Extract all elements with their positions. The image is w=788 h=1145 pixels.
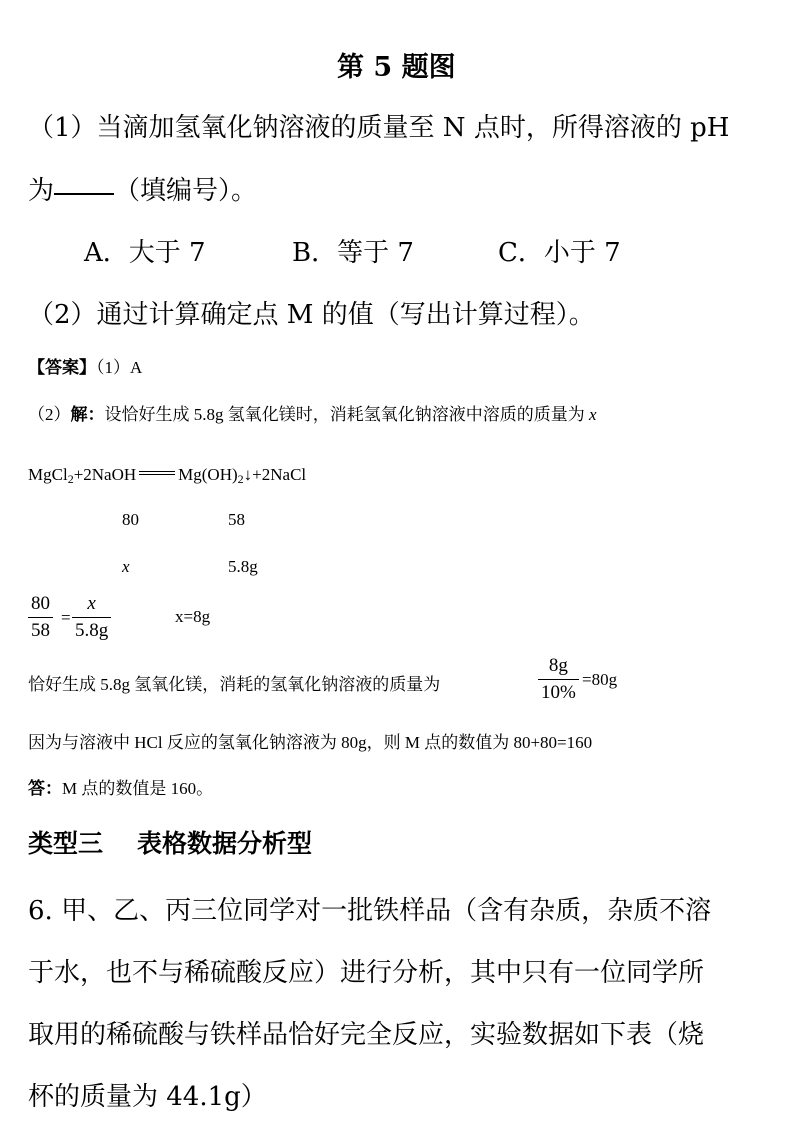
fraction-right-num: x (87, 593, 96, 614)
eq-left-sub: 2 (67, 472, 74, 486)
answer-line-2 (28, 400, 597, 425)
mass-line: 恰好生成 5.8g 氢氧化镁，消耗的氢氧化钠溶液的质量为 (28, 675, 441, 694)
variable-x: x (589, 405, 597, 424)
option-a: A．大于 7 (84, 238, 206, 268)
answer-blank (54, 193, 114, 195)
double-equals-sign (139, 469, 175, 475)
q1-line2-prefix: 为 (28, 176, 55, 206)
eq-right-rest: ↓+2NaCl (243, 465, 307, 484)
fraction-bar (28, 617, 53, 618)
mass-fraction (538, 656, 579, 703)
question-1: （1）当滴加氢氧化钠溶液的质量至 N 点时，所得溶液的 pH (28, 113, 730, 143)
fraction-bar (538, 679, 579, 680)
section-type: 类型三 (28, 829, 104, 858)
answer-part2-text: 设恰好生成 5.8g 氢氧化镁时，消耗氢氧化钠溶液中溶质的质量为 (104, 405, 585, 424)
fraction-left (28, 594, 53, 641)
q6-line-1: 6. 甲、乙、丙三位同学对一批铁样品（含有杂质，杂质不溶 (28, 896, 712, 926)
option-c: C．小于 7 (498, 238, 621, 268)
chemical-equation (28, 465, 306, 487)
x-result: x=8g (175, 607, 211, 626)
answer-line-1 (28, 353, 142, 378)
ratio-row-1-left: 80 (122, 510, 139, 529)
eq-left-rest: +2NaOH (73, 465, 137, 484)
section-heading (28, 824, 312, 860)
ratio-row-2-right: 5.8g (228, 557, 258, 576)
jie-label: 解： (70, 405, 105, 424)
q6-line-4: 杯的质量为 44.1g） (28, 1082, 267, 1112)
q6-line-3: 取用的稀硫酸与铁样品恰好完全反应，实验数据如下表（烧 (28, 1020, 705, 1050)
fraction-equals: = (61, 608, 71, 627)
fraction-left-den: 58 (31, 620, 50, 641)
q1-line2-suffix: （填编号）。 (114, 176, 258, 206)
final-label: 答： (28, 779, 62, 798)
figure-caption: 第 5 题图 (337, 52, 456, 83)
ratio-row-2-left: x (122, 557, 130, 576)
fraction-left-num: 80 (31, 593, 50, 614)
option-b: B．等于 7 (292, 238, 414, 268)
final-text: M 点的数值是 160。 (62, 779, 214, 798)
section-title: 表格数据分析型 (137, 829, 313, 858)
hcl-line: 因为与溶液中 HCl 反应的氢氧化钠溶液为 80g，则 M 点的数值为 80+80=160 (28, 733, 593, 752)
fraction-right-den: 5.8g (75, 620, 109, 641)
mass-fraction-num: 8g (548, 655, 568, 676)
answer-part2-prefix: （2） (28, 405, 71, 424)
ratio-row-1-right: 58 (228, 510, 245, 529)
fraction-bar (72, 617, 111, 618)
q6-line-2: 于水，也不与稀硫酸反应）进行分析，其中只有一位同学所 (28, 958, 705, 988)
question-2: （2）通过计算确定点 M 的值（写出计算过程）。 (28, 300, 595, 330)
eq-right-sub: 2 (237, 472, 244, 486)
mass-result: =80g (582, 670, 618, 689)
eq-right: Mg(OH) (178, 465, 238, 484)
question-1-line2 (28, 170, 257, 207)
fraction-right (72, 594, 111, 641)
final-answer (28, 774, 213, 799)
answer-part1: （1）A (96, 358, 143, 377)
answer-label: 【答案】 (28, 358, 96, 377)
eq-left: MgCl (28, 465, 68, 484)
mass-fraction-den: 10% (541, 682, 576, 703)
